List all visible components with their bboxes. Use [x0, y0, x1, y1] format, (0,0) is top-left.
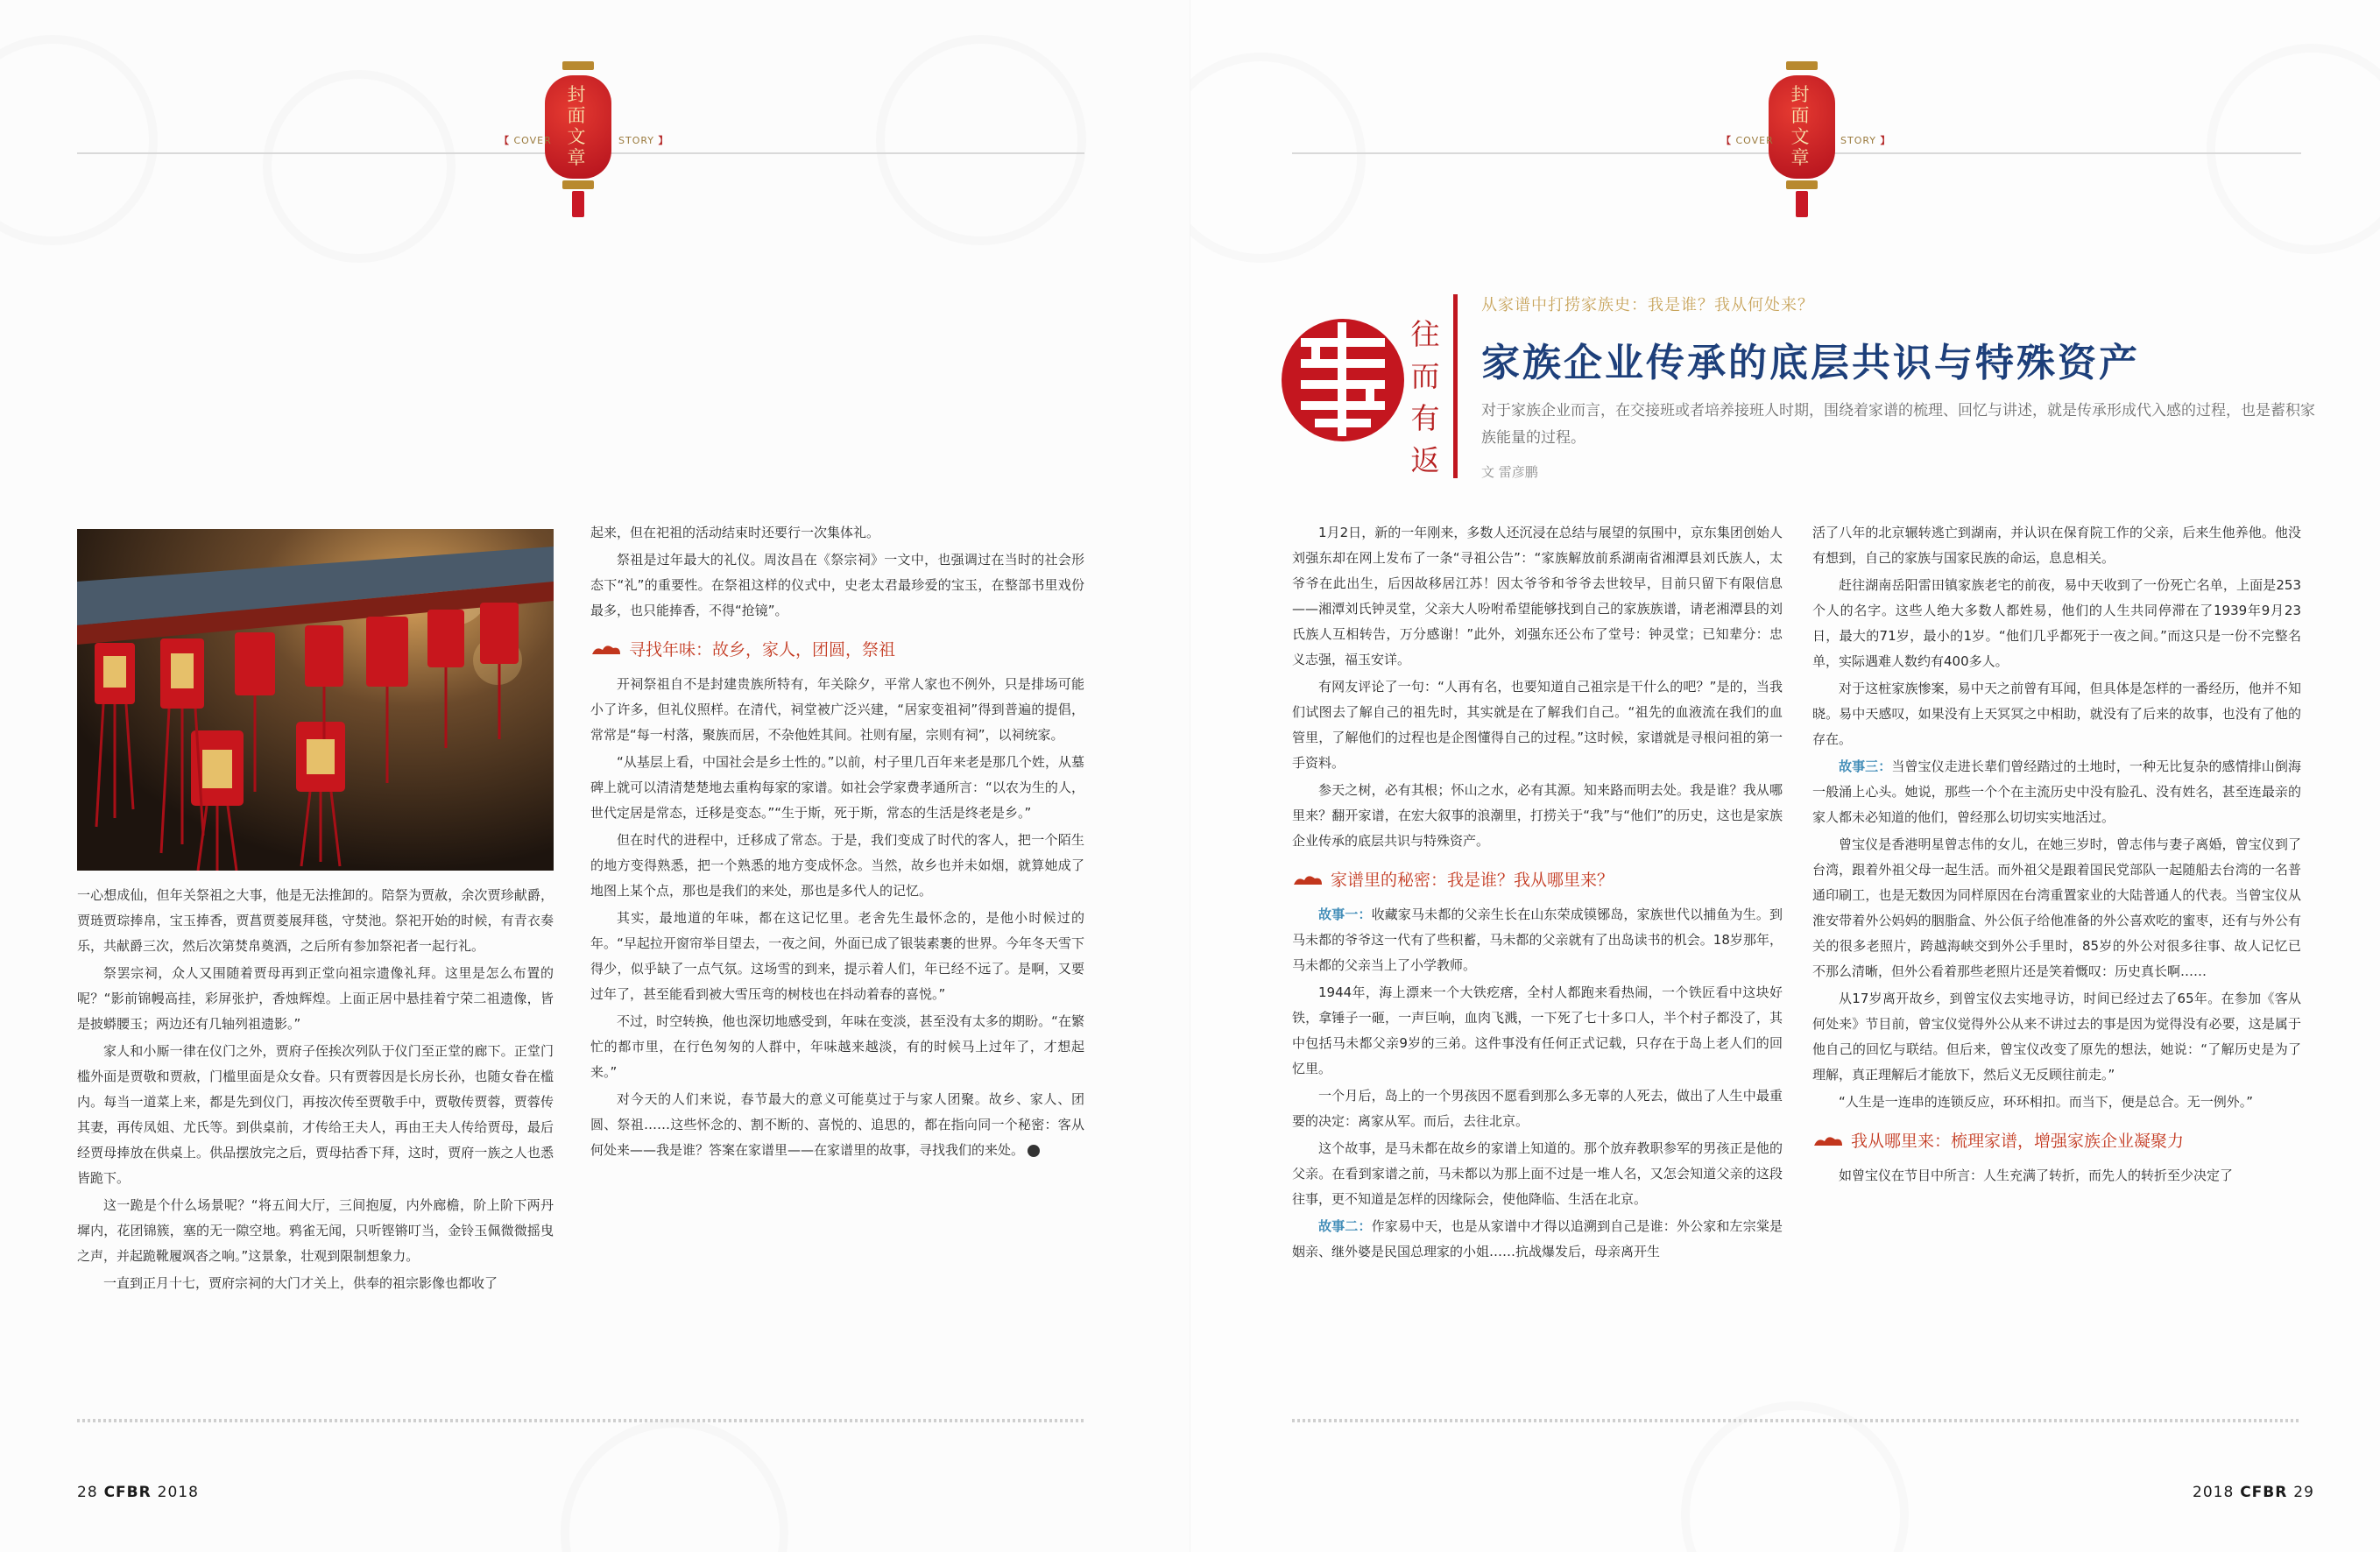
end-mark-icon [1028, 1145, 1040, 1157]
page-number-left: 28 CFBR 2018 [77, 1484, 199, 1501]
temple-wishing-tags-photo [77, 529, 554, 871]
background-pattern [263, 70, 456, 263]
section-tag-left: 【 COVER [1721, 135, 1774, 146]
background-pattern [1190, 53, 1366, 263]
paragraph: 这个故事，是马未都在故乡的家谱上知道的。那个放弃教职参军的男孩正是他的父亲。在看到家谱之前，马未都以为那上面不过是一堆人名，又怎会知道父亲的这段往事，更不知道是怎样的因缘际会，使他降临、生活在北京。 [1292, 1140, 1783, 1207]
paragraph: 如曾宝仪在节目中所言：人生充满了转折，而先人的转折至少决定了 [1839, 1168, 2234, 1183]
paragraph: 有网友评论了一句：“人再有名，也要知道自己祖宗是干什么的吧？”是的，当我们试图去了解自己的祖先时，其实就是在了解我们自己。“祖先的血液流在我们的血管里，了解他们的过程也是企图懂得自己的过程。”这时候，家谱就是寻根问祖的第一手资料。 [1292, 679, 1783, 771]
paragraph: 不过，时空转换，他也深切地感受到，年味在变淡，甚至没有太多的期盼。“在繁忙的都市里，在行色匆匆的人群中，年味越来越淡，有的时候马上过年了，才想起来。” [590, 1013, 1084, 1080]
background-pattern [0, 35, 158, 245]
paragraph: 1月2日，新的一年刚来，多数人还沉浸在总结与展望的氛围中，京东集团创始人刘强东却在网上发布了一条“寻祖公告”：“家族解放前系湖南省湘潭县刘氏族人，太爷爷在此出生，后因故移居江苏！因太爷爷和爷爷去世较早，目前只留下有限信息——湘潭刘氏钟灵堂，父亲大人吩咐希望能够找到自己的家族族谱，请老湘潭县的刘氏族人互相转告，万分感谢！”此外，刘强东还公布了堂号：钟灵堂；已知辈分：忠义志强，福玉安详。 [1292, 525, 1783, 667]
lantern-icon: 封 面 文 章 [1769, 61, 1835, 210]
cloud-ornament-icon [1812, 1133, 1844, 1151]
section-heading: 我从哪里来：梳理家谱，增强家族企业凝聚力 [1812, 1129, 2301, 1154]
cloud-ornament-icon [1292, 872, 1324, 890]
paragraph: 对今天的人们来说，春节最大的意义可能莫过于与家人团聚。故乡、家人、团圆、祭祖……这些怀念的、割不断的、喜悦的、追思的，都在指向同一个秘密：客从何处来——我是谁？答案在家谱里——在家谱里的故事，寻找我们的来处。 [590, 1091, 1084, 1158]
paragraph: 从17岁离开故乡，到曾宝仪去实地寻访，时间已经过去了65年。在参加《客从何处来》节目前，曾宝仪觉得外公从来不讲过去的事是因为觉得没有必要，这是属于他自己的回忆与联结。但后来，曾宝仪改变了原先的想法，她说：“了解历史是为了理解，真正理解后才能放下，然后义无反顾往前走。” [1812, 991, 2301, 1083]
paragraph: 故事一：收藏家马未都的父亲生长在山东荣成镆铘岛，家族世代以捕鱼为生。到马未都的爷爷这一代有了些积蓄，马未都的父亲就有了出岛读书的机会。18岁那年，马未都的父亲当上了小学教师。 [1292, 907, 1783, 973]
paragraph: 参天之树，必有其根；怀山之水，必有其源。知来路而明去处。我是谁？我从哪里来？翻开家谱，在宏大叙事的浪潮里，打捞关于“我”与“他们”的历史，这也是家族企业传承的底层共识与特殊资产。 [1292, 782, 1783, 849]
kicker: 从家谱中打捞家族史：我是谁？我从何处来？ [1481, 296, 1814, 314]
paragraph: 曾宝仪是香港明星曾志伟的女儿，在她三岁时，曾志伟与妻子离婚，曾宝仪到了台湾，跟着外祖父母一起生活。而外祖父是跟着国民党部队一起随船去台湾的一名普通印刷工，也是无数因为同样原因在台湾重置家业的大陆普通人的代表。当曾宝仪从淮安带着外公妈妈的胭脂盒、外公佤子给他准备的外公喜欢吃的蜜枣，还有与外公有关的很多老照片，跨越海峡交到外公手里时，85岁的外公对很多往事、故人记忆已不那么清晰，但外公看着那些老照片还是笑着慨叹：历史真长啊…… [1812, 836, 2301, 979]
right-page-column-2 [1812, 520, 2301, 1190]
paragraph: “从基层上看，中国社会是乡土性的。”以前，村子里几百年来老是那几个姓，从墓碑上就可以清清楚楚地去重构每家的家谱。如社会学家费孝通所言：“以农为生的人，世代定居是常态，迁移是变态。”“生于斯，死于斯，常态的生活是终老是乡。” [590, 754, 1084, 821]
left-page-column-2 [590, 520, 1084, 1165]
paragraph: 家人和小厮一律在仪门之外，贾府子侄挨次列队于仪门至正堂的廊下。正堂门槛外面是贾敬和贾赦，门槛里面是众女眷。只有贾蓉因是长房长孙，也随女眷在槛内。每当一道菜上来，都是先到仪门，再按次传至贾敬手中，贾敬传贾蓉，贾蓉传其妻，再传凤姐、尤氏等。到供桌前，才传给王夫人，再由王夫人传给贾母，最后经贾母捧放在供桌上。供品摆放完之后，贾母拈香下拜，这时，贾府一族之人也悉皆跪下。 [77, 1043, 554, 1186]
paragraph: 祭罢宗祠，众人又围随着贾母再到正堂向祖宗遗像礼拜。这里是怎么布置的呢？“影前锦幔高挂，彩屏张护，香烛辉煌。上面正居中悬挂着宁荣二祖遗像，皆是披蟒腰玉；两边还有几轴列祖遗影。” [77, 965, 554, 1032]
paragraph: 一直到正月十七，贾府宗祠的大门才关上，供奉的祖宗影像也都收了 [103, 1275, 498, 1291]
paragraph: 这一跪是个什么场景呢？“将五间大厅，三间抱厦，内外廊檐，阶上阶下两丹墀内，花团锦簇，塞的无一隙空地。鸦雀无闻，只听铿锵叮当，金铃玉佩微微摇曳之声，并起跪靴履飒沓之响。”这景象，壮观到限制想象力。 [77, 1197, 554, 1264]
lantern-icon: 封 面 文 章 [545, 61, 611, 210]
section-tag-right: STORY 】 [1840, 135, 1891, 146]
section-tag-right: STORY 】 [618, 135, 669, 146]
right-page [1190, 0, 2380, 1552]
page-number-right: 2018 CFBR 29 [2193, 1484, 2314, 1501]
section-heading: 家谱里的秘密：我是谁？我从哪里来？ [1292, 868, 1783, 893]
headline: 家族企业传承的底层共识与特殊资产 [1481, 341, 2140, 385]
left-page-column-1 [77, 883, 554, 1298]
section-tag-left: 【 COVER [499, 135, 552, 146]
paragraph: 其实，最地道的年味，都在这记忆里。老舍先生最怀念的，是他小时候过的年。“早起拉开窗帘举目望去，一夜之间，外面已成了银装素裹的世界。今年冬天雪下得少，似乎缺了一点气氛。这场雪的到来，提示着人们，年已经不远了。是啊，又要过年了，甚至能看到被大雪压弯的树枝也在抖动着春的喜悦。” [590, 910, 1084, 1002]
paragraph: 故事三：当曾宝仪走进长辈们曾经踏过的土地时，一种无比复杂的感情排山倒海一般涌上心头。她说，那些一个个在主流历史中没有脸孔、没有姓名，甚至连最亲的家人都未必知道的他们，曾经那么切切实实地活过。 [1812, 758, 2301, 825]
paragraph: “人生是一连串的连锁反应，环环相扣。而当下，便是总合。无一例外。” [1839, 1094, 2254, 1110]
cloud-ornament-icon [590, 642, 622, 660]
paragraph: 开祠祭祖自不是封建贵族所特有，年关除夕，平常人家也不例外，只是排场可能小了许多，但礼仪照样。在清代，祠堂被广泛兴建，“居家变祖祠”得到普遍的提倡，常常是“每一村落，聚族而居，不杂他姓其间。社则有屋，宗则有祠”，以祠统家。 [590, 676, 1084, 743]
paragraph: 起来，但在祀祖的活动结束时还要行一次集体礼。 [590, 525, 880, 540]
paragraph: 1944年，海上漂来一个大铁疙瘩，全村人都跑来看热闹，一个铁匠看中这块好铁，拿锤子一砸，一声巨响，血肉飞溅，一下死了七十多口人，半个村子都没了，其中包括马未都父亲9岁的三弟。这件事没有任何正式记载，只存在于岛上老人们的回忆里。 [1292, 984, 1783, 1076]
background-pattern [1681, 1401, 1909, 1552]
title-divider [1453, 294, 1458, 478]
right-page-column-1 [1292, 520, 1783, 1266]
background-pattern [561, 1419, 788, 1552]
section-heading: 寻找年味：故乡，家人，团圆，祭祖 [590, 638, 1084, 663]
paragraph: 活了八年的北京辗转逃亡到湖南，并认识在保育院工作的父亲，后来生他养他。他没有想到，自己的家族与国家民族的命运，息息相关。 [1812, 525, 2301, 566]
paragraph: 赶往湖南岳阳雷田镇家族老宅的前夜，易中天收到了一份死亡名单，上面是253个人的名字。这些人绝大多数人都姓易，他们的人生共同停滞在了1939年9月23日，最大的71岁，最小的1岁。“他们几乎都死于一夜之间。”而这只是一份不完整名单，实际遇难人数约有400多人。 [1812, 577, 2301, 669]
background-pattern [2207, 44, 2380, 254]
shou-emblem-icon [1280, 296, 1404, 464]
paragraph: 故事二：作家易中天，也是从家谱中才得以追溯到自己是谁：外公家和左宗棠是姻亲、继外婆是民国总理家的小姐……抗战爆发后，母亲离开生 [1292, 1218, 1783, 1259]
deck: 对于家族企业而言，在交接班或者培养接班人时期，围绕着家谱的梳理、回忆与讲述，就是传承形成代入感的过程，也是蓄积家族能量的过程。 [1481, 402, 2315, 447]
paragraph: 一心想成仙，但年关祭祖之大事，他是无法推卸的。陪祭为贾赦，余次贾珍献爵，贾琏贾琮捧帛，宝玉捧香，贾菖贾菱展拜毯，守焚池。祭祀开始的时候，有青衣奏乐，共献爵三次，然后次第焚帛奠酒，之后所有参加祭祀者一起行礼。 [77, 887, 554, 954]
background-pattern [876, 35, 1086, 245]
byline: 文 雷彦鹏 [1481, 464, 1538, 480]
footer-rule [1292, 1419, 2301, 1422]
paragraph: 祭祖是过年最大的礼仪。周汝昌在《祭宗祠》一文中，也强调过在当时的社会形态下“礼”的重要性。在祭祖这样的仪式中，史老太君最珍爱的宝玉，在整部书里戏份最多，也只能捧香，不得“抢镜”。 [590, 552, 1084, 618]
column-name: 往 而 有 返 [1410, 317, 1440, 477]
footer-rule [77, 1419, 1084, 1422]
paragraph: 一个月后，岛上的一个男孩因不愿看到那么多无辜的人死去，做出了人生中最重要的决定：离家从军。而后，去往北京。 [1292, 1088, 1783, 1129]
paragraph: 但在时代的进程中，迁移成了常态。于是，我们变成了时代的客人，把一个陌生的地方变得熟悉，把一个熟悉的地方变成怀念。当然，故乡也并未如烟，就算她成了地图上某个点，那也是我们的来处，那也是多代人的记忆。 [590, 832, 1084, 899]
paragraph: 对于这桩家族惨案，易中天之前曾有耳闻，但具体是怎样的一番经历，他并不知晓。易中天感叹，如果没有上天冥冥之中相助，就没有了后来的故事，也没有了他的存在。 [1812, 681, 2301, 747]
